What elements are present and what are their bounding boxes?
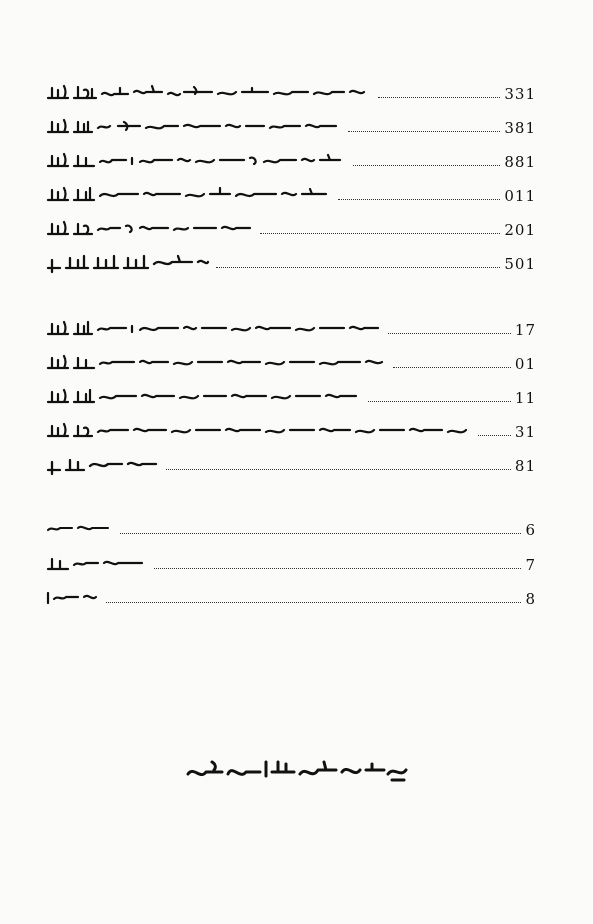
entry-title-script	[44, 551, 150, 575]
toc-entry	[44, 551, 536, 575]
toc-entry	[44, 216, 536, 240]
entry-title-script	[44, 384, 364, 408]
entry-title-script	[44, 585, 102, 609]
entry-title-script	[44, 316, 384, 340]
toc-entry	[44, 316, 536, 340]
page-number: 201	[504, 221, 536, 239]
entry-title-script	[44, 516, 116, 540]
page-number: 6	[525, 521, 536, 539]
dot-leader	[106, 602, 521, 603]
entry-title-script	[44, 250, 212, 274]
toc-entry	[44, 182, 536, 206]
page-number: 01	[514, 355, 536, 373]
page-number: 011	[504, 187, 536, 205]
page-number: 331	[504, 85, 536, 103]
page-number: 381	[504, 119, 536, 137]
toc-entry	[44, 516, 536, 540]
dot-leader	[393, 367, 511, 368]
dot-leader	[216, 267, 500, 268]
dot-leader	[388, 333, 511, 334]
entry-title-script	[44, 418, 474, 442]
toc-entry	[44, 585, 536, 609]
page-number: 17	[514, 321, 536, 339]
toc-entry	[44, 350, 536, 374]
entry-title-script	[44, 216, 256, 240]
page-number: 81	[514, 457, 536, 475]
entry-title-script	[44, 350, 389, 374]
dot-leader	[120, 533, 521, 534]
dot-leader	[353, 165, 500, 166]
toc-entry	[44, 384, 536, 408]
page-number: 11	[514, 389, 536, 407]
book-title-script	[182, 752, 414, 788]
page-number: 31	[514, 423, 536, 441]
dot-leader	[166, 469, 511, 470]
page-number: 7	[525, 556, 536, 574]
toc-entry	[44, 114, 536, 138]
entry-title-script	[44, 182, 334, 206]
dot-leader	[260, 233, 500, 234]
toc-entry	[44, 418, 536, 442]
entry-title-script	[44, 80, 374, 104]
entry-title-script	[44, 114, 344, 138]
page-number: 881	[504, 153, 536, 171]
entry-title-script	[44, 148, 349, 172]
dot-leader	[478, 435, 511, 436]
entry-title-script	[44, 452, 162, 476]
dot-leader	[378, 97, 500, 98]
dot-leader	[338, 199, 500, 200]
dot-leader	[154, 568, 521, 569]
toc-entry	[44, 452, 536, 476]
dot-leader	[368, 401, 511, 402]
toc-entry	[44, 250, 536, 274]
dot-leader	[348, 131, 500, 132]
toc-entry	[44, 80, 536, 104]
page-number: 8	[525, 590, 536, 608]
page-number: 501	[504, 255, 536, 273]
toc-entry	[44, 148, 536, 172]
